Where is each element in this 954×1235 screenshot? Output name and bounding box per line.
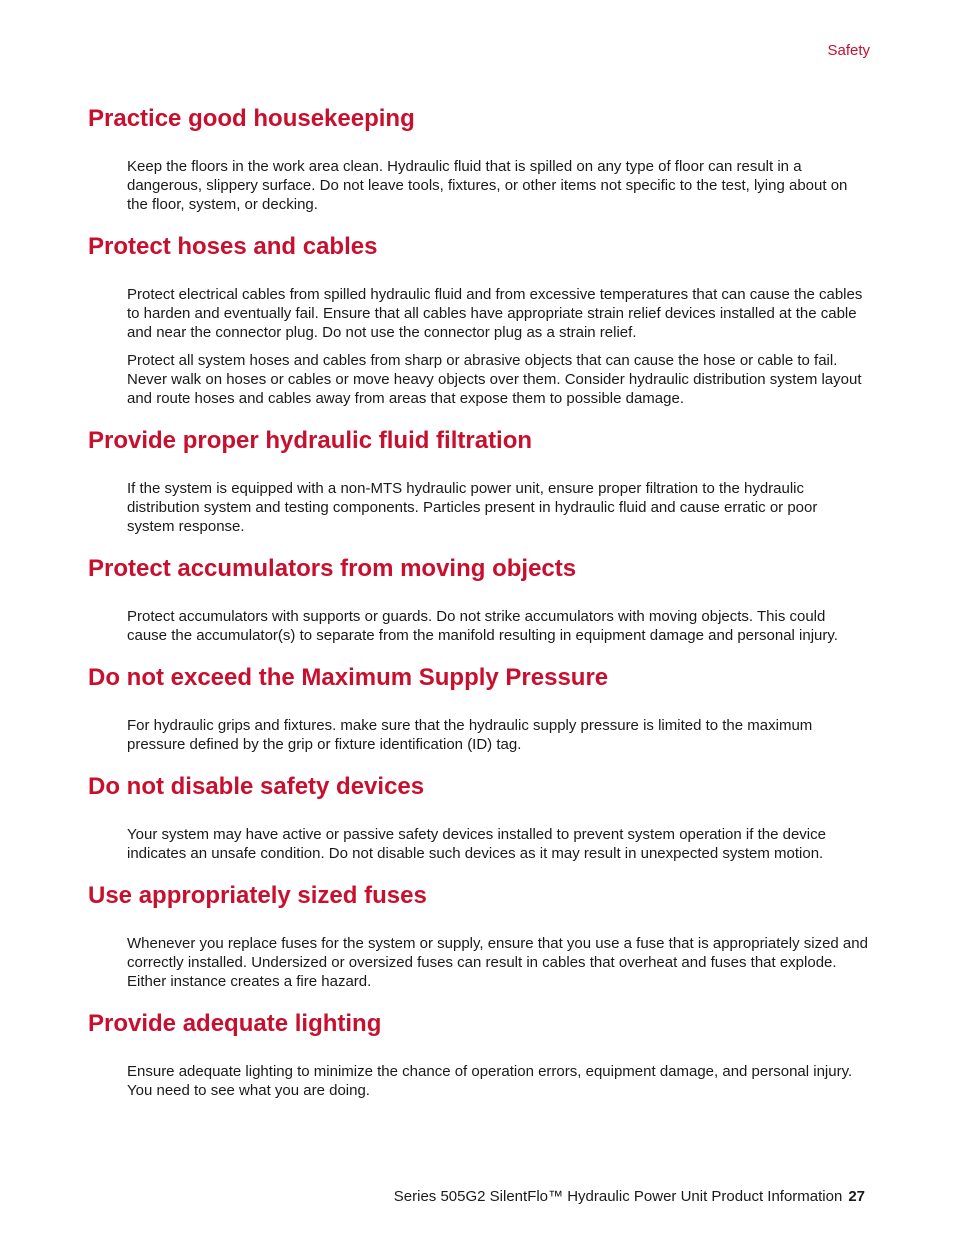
paragraph: Keep the floors in the work area clean. Hydraulic fluid that is spilled on any type of floor can result in a dangerous, slippery surface. Do not leave tools, fixtures, or other items not specific to the test, lying about on the floor, system, or decking.	[127, 158, 848, 213]
section-hoses-cables	[88, 231, 868, 408]
main-content	[88, 103, 868, 1109]
section-body	[88, 716, 868, 754]
section-fuses	[88, 880, 868, 991]
section-heading: Practice good housekeeping	[88, 105, 415, 132]
section-heading: Provide adequate lighting	[88, 1010, 382, 1037]
section-fluid-filtration	[88, 425, 868, 536]
page-number: 27	[848, 1188, 865, 1205]
paragraph: If the system is equipped with a non-MTS hydraulic power unit, ensure proper filtration to the hydraulic distribution system and testing components. Particles present in hydraulic fluid and cause erratic or poor system response.	[127, 480, 818, 535]
paragraph: Whenever you replace fuses for the system or supply, ensure that you use a fuse that is appropriately sized and correctly installed. Undersized or oversized fuses can result in cables that overheat and fuses that explode. Either instance creates a fire hazard.	[127, 935, 868, 990]
section-supply-pressure	[88, 662, 868, 754]
paragraph: Protect all system hoses and cables from sharp or abrasive objects that can cause the hose or cable to fail. Never walk on hoses or cables or move heavy objects over them. Consider hydraulic distribution system layout and route hoses and cables away from areas that expose them to possible damage.	[127, 352, 862, 407]
section-heading: Protect hoses and cables	[88, 233, 378, 260]
section-body	[88, 1062, 868, 1100]
section-body	[88, 607, 868, 645]
footer-document-title: Series 505G2 SilentFlo™ Hydraulic Power Unit Product Information	[393, 1188, 843, 1205]
section-heading: Do not disable safety devices	[88, 773, 425, 800]
section-body	[88, 934, 868, 991]
section-heading: Use appropriately sized fuses	[88, 882, 427, 909]
paragraph: Protect accumulators with supports or guards. Do not strike accumulators with moving objects. This could cause the accumulator(s) to separate from the manifold resulting in equipment damage and personal injury.	[127, 608, 838, 644]
section-body	[88, 825, 868, 863]
section-housekeeping	[88, 103, 868, 214]
section-body	[88, 157, 868, 214]
section-heading: Provide proper hydraulic fluid filtration	[88, 427, 533, 454]
section-lighting	[88, 1008, 868, 1100]
paragraph: For hydraulic grips and fixtures. make sure that the hydraulic supply pressure is limited to the maximum pressure defined by the grip or fixture identification (ID) tag.	[127, 717, 813, 753]
section-body	[88, 285, 868, 408]
section-heading: Do not exceed the Maximum Supply Pressure	[88, 664, 609, 691]
paragraph: Your system may have active or passive safety devices installed to prevent system operation if the device indicates an unsafe condition. Do not disable such devices as it may result in unexpected system motion.	[127, 826, 826, 862]
paragraph: Protect electrical cables from spilled hydraulic fluid and from excessive temperatures that can cause the cables to harden and eventually fail. Ensure that all cables have appropriate strain relief devices installed at the cable and near the connector plug. Do not use the connector plug as a strain relief.	[127, 286, 863, 341]
running-header-section: Safety	[827, 42, 870, 59]
section-heading: Protect accumulators from moving objects	[88, 555, 577, 582]
section-body	[88, 479, 868, 536]
section-accumulators	[88, 553, 868, 645]
page-footer	[394, 1188, 865, 1205]
paragraph: Ensure adequate lighting to minimize the chance of operation errors, equipment damage, and personal injury. You need to see what you are doing.	[127, 1063, 853, 1099]
section-safety-devices	[88, 771, 868, 863]
